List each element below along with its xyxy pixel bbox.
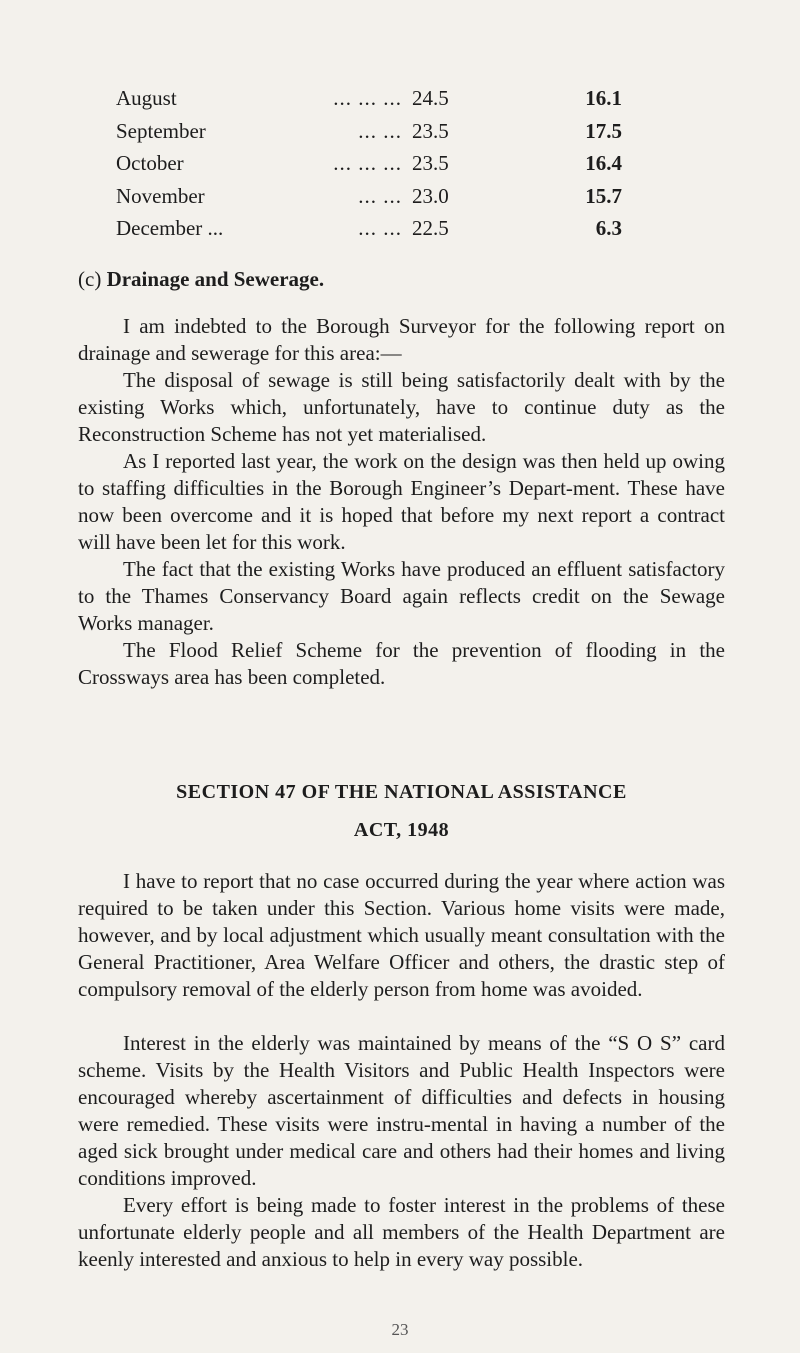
value-cell-1: 24.5 [412, 86, 449, 110]
drainage-paragraph-4: The fact that the existing Works have produced an effluent satisfactory to the Thames Conservancy Board again reflects credit on the Sewage Works manager. [78, 557, 725, 635]
drainage-label: (c) [78, 267, 102, 291]
leader-dots: ... ... [358, 183, 402, 208]
leader-dots: ... ... [358, 216, 402, 240]
value-cell-1: 23.0 [412, 183, 449, 208]
month-cell: December ... [116, 216, 224, 240]
table-row [116, 82, 656, 115]
table-row [116, 147, 656, 180]
month-cell: October [116, 151, 184, 175]
value-cell-2: 16.4 [585, 151, 622, 175]
month-cell: November [116, 183, 205, 208]
table-row [116, 212, 656, 245]
section-title-line-2: ACT, 1948 [353, 819, 450, 841]
leader-dots: ... ... [358, 118, 402, 143]
section-paragraph-2: Interest in the elderly was maintained by means of the “S O S” card scheme. Visits by the Health Visitors and Public Health Inspectors were encouraged whereby ascertainment of difficulties and defects in housing were remedied. These visits were instru-mental in having a number of the aged sick brought under medical care and others had their homes and living conditions improved. [78, 1031, 725, 1190]
drainage-paragraph-1: I am indebted to the Borough Surveyor for the following report on drainage and sewerage for this area:— [78, 314, 725, 365]
leader-dots: ... ... ... [333, 151, 402, 175]
drainage-title: Drainage and Sewerage. [106, 267, 325, 291]
value-cell-1: 23.5 [412, 118, 449, 143]
page-number: 23 [391, 1320, 409, 1339]
leader-dots: ... ... ... [333, 86, 402, 110]
month-cell: August [116, 86, 177, 110]
value-cell-1: 23.5 [412, 151, 449, 175]
value-cell-1: 22.5 [412, 216, 449, 240]
value-cell-2: 16.1 [585, 86, 622, 110]
drainage-paragraph-5: The Flood Relief Scheme for the prevention of flooding in the Crossways area has been completed. [78, 638, 725, 689]
table-row [116, 115, 656, 148]
section-title-line-1: SECTION 47 OF THE NATIONAL ASSISTANCE [176, 781, 627, 803]
drainage-paragraph-2: The disposal of sewage is still being satisfactorily dealt with by the existing Works which, unfortunately, have to continue duty as the Reconstruction Scheme has not yet materialised. [78, 368, 725, 446]
drainage-paragraph-3: As I reported last year, the work on the design was then held up owing to staffing difficulties in the Borough Engineer’s Depart-ment. These have now been overcome and it is hoped that before my next report a contract will have been let for this work. [78, 449, 725, 554]
value-cell-2: 15.7 [585, 183, 622, 208]
month-cell: September [116, 118, 206, 143]
section-paragraph-1: I have to report that no case occurred during the year where action was required to be taken under this Section. Various home visits were made, however, and by local adjustment which usually meant consultation with the General Practitioner, Area Welfare Officer and others, the drastic step of compulsory removal of the elderly person from home was avoided. [78, 869, 725, 1001]
value-cell-2: 6.3 [595, 216, 622, 240]
drainage-heading [78, 267, 324, 292]
value-cell-2: 17.5 [585, 118, 622, 143]
table-row [116, 180, 656, 213]
section-paragraph-3: Every effort is being made to foster interest in the problems of these unfortunate elderly people and all members of the Health Department are keenly interested and anxious to help in every way possible. [78, 1193, 725, 1271]
monthly-table [116, 82, 656, 245]
